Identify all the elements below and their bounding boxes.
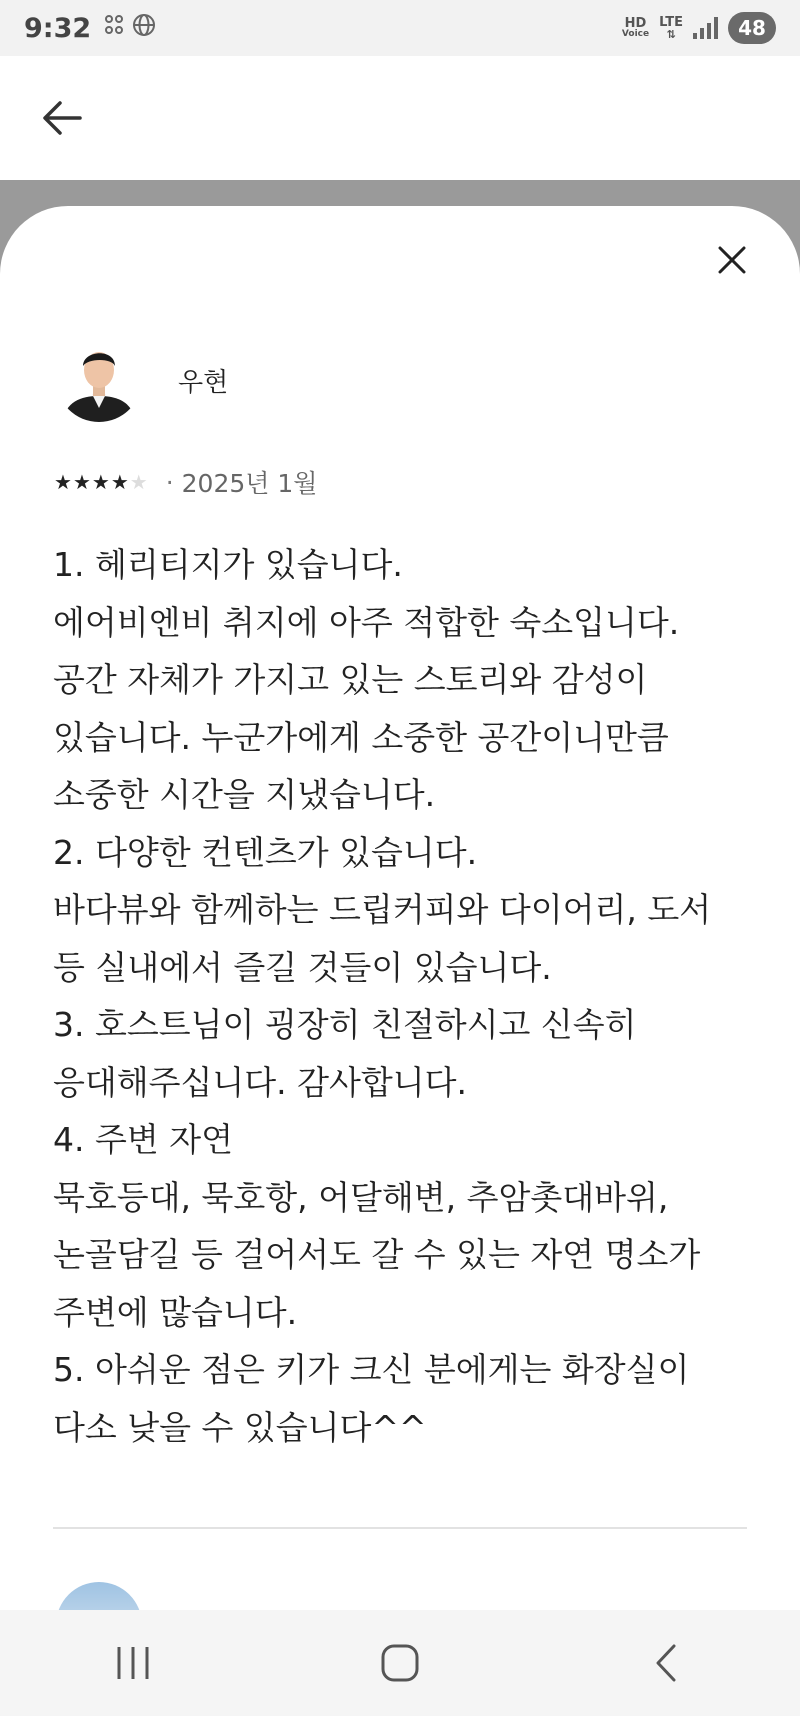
hd-voice-indicator <box>622 17 649 39</box>
review-line: 공간 자체가 가지고 있는 스토리와 감성이 <box>53 660 648 699</box>
close-icon <box>717 245 747 275</box>
arrow-left-icon <box>42 100 82 136</box>
reviewer-avatar[interactable] <box>56 336 142 422</box>
review-line: 5. 아쉬운 점은 키가 크신 분에게는 화장실이 <box>53 1350 690 1389</box>
review-line: 3. 호스트님이 굉장히 친절하시고 신속히 <box>53 1005 637 1044</box>
review-body <box>53 536 753 1456</box>
hd-label: HD <box>624 16 647 31</box>
review-line: 다소 낮을 수 있습니다^^ <box>53 1407 427 1447</box>
review-line: 1. 헤리티지가 있습니다. <box>53 545 403 584</box>
chevron-left-icon <box>652 1643 682 1683</box>
review-line: 논골담길 등 걸어서도 갈 수 있는 자연 명소가 <box>53 1235 701 1274</box>
notification-icons <box>103 13 156 43</box>
rating-row <box>54 464 317 500</box>
review-line: 있습니다. 누군가에게 소중한 공간이니만큼 <box>53 717 669 757</box>
star-icon: ★ <box>110 470 129 494</box>
signal-icon <box>693 17 718 39</box>
review-line: 4. 주변 자연 <box>53 1120 233 1159</box>
recents-icon <box>113 1645 153 1681</box>
close-button[interactable] <box>708 236 756 284</box>
review-line: 에어비엔비 취지에 아주 적합한 숙소입니다. <box>53 602 680 642</box>
status-bar <box>0 0 800 56</box>
nav-back-button[interactable] <box>627 1633 707 1693</box>
separator-dot: · <box>165 467 174 497</box>
review-divider <box>53 1527 747 1529</box>
reviewer-name: 우현 <box>178 368 229 398</box>
star-empty-icon: ★ <box>129 470 148 494</box>
globe-icon <box>132 13 156 37</box>
system-nav-bar <box>0 1610 800 1716</box>
star-icon: ★ <box>54 470 72 494</box>
review-line: 바다뷰와 함께하는 드립커피와 다이어리, 도서 <box>53 890 712 929</box>
star-rating <box>54 472 148 492</box>
voice-label: Voice <box>621 29 650 39</box>
review-line: 주변에 많습니다. <box>53 1292 298 1332</box>
review-date: 2025년 1월 <box>181 469 318 498</box>
lte-label: LTE <box>659 15 683 30</box>
review-line: 소중한 시간을 지냈습니다. <box>53 775 436 814</box>
review-line: 등 실내에서 즐길 것들이 있습니다. <box>53 947 552 987</box>
battery-indicator: 48 <box>728 12 776 44</box>
app-bar <box>0 56 800 180</box>
app-notification-icon <box>103 13 125 37</box>
reviewer-photo <box>56 336 142 422</box>
nav-home-button[interactable] <box>360 1633 440 1693</box>
review-line: 묵호등대, 묵호항, 어달해변, 추암촛대바위, <box>53 1177 669 1217</box>
status-left <box>24 13 156 44</box>
home-icon <box>380 1643 420 1683</box>
review-line: 2. 다양한 컨텐츠가 있습니다. <box>53 832 478 872</box>
status-time: 9:32 <box>24 12 92 44</box>
status-right <box>622 12 776 44</box>
nav-recents-button[interactable] <box>93 1633 173 1693</box>
star-icon: ★ <box>72 470 91 494</box>
review-line: 응대해주십니다. 감사합니다. <box>53 1062 468 1102</box>
data-arrows-icon: ⇅ <box>666 28 676 41</box>
lte-indicator <box>659 16 683 40</box>
star-icon: ★ <box>91 470 110 494</box>
review-sheet <box>0 206 800 1610</box>
back-button[interactable] <box>36 92 88 144</box>
